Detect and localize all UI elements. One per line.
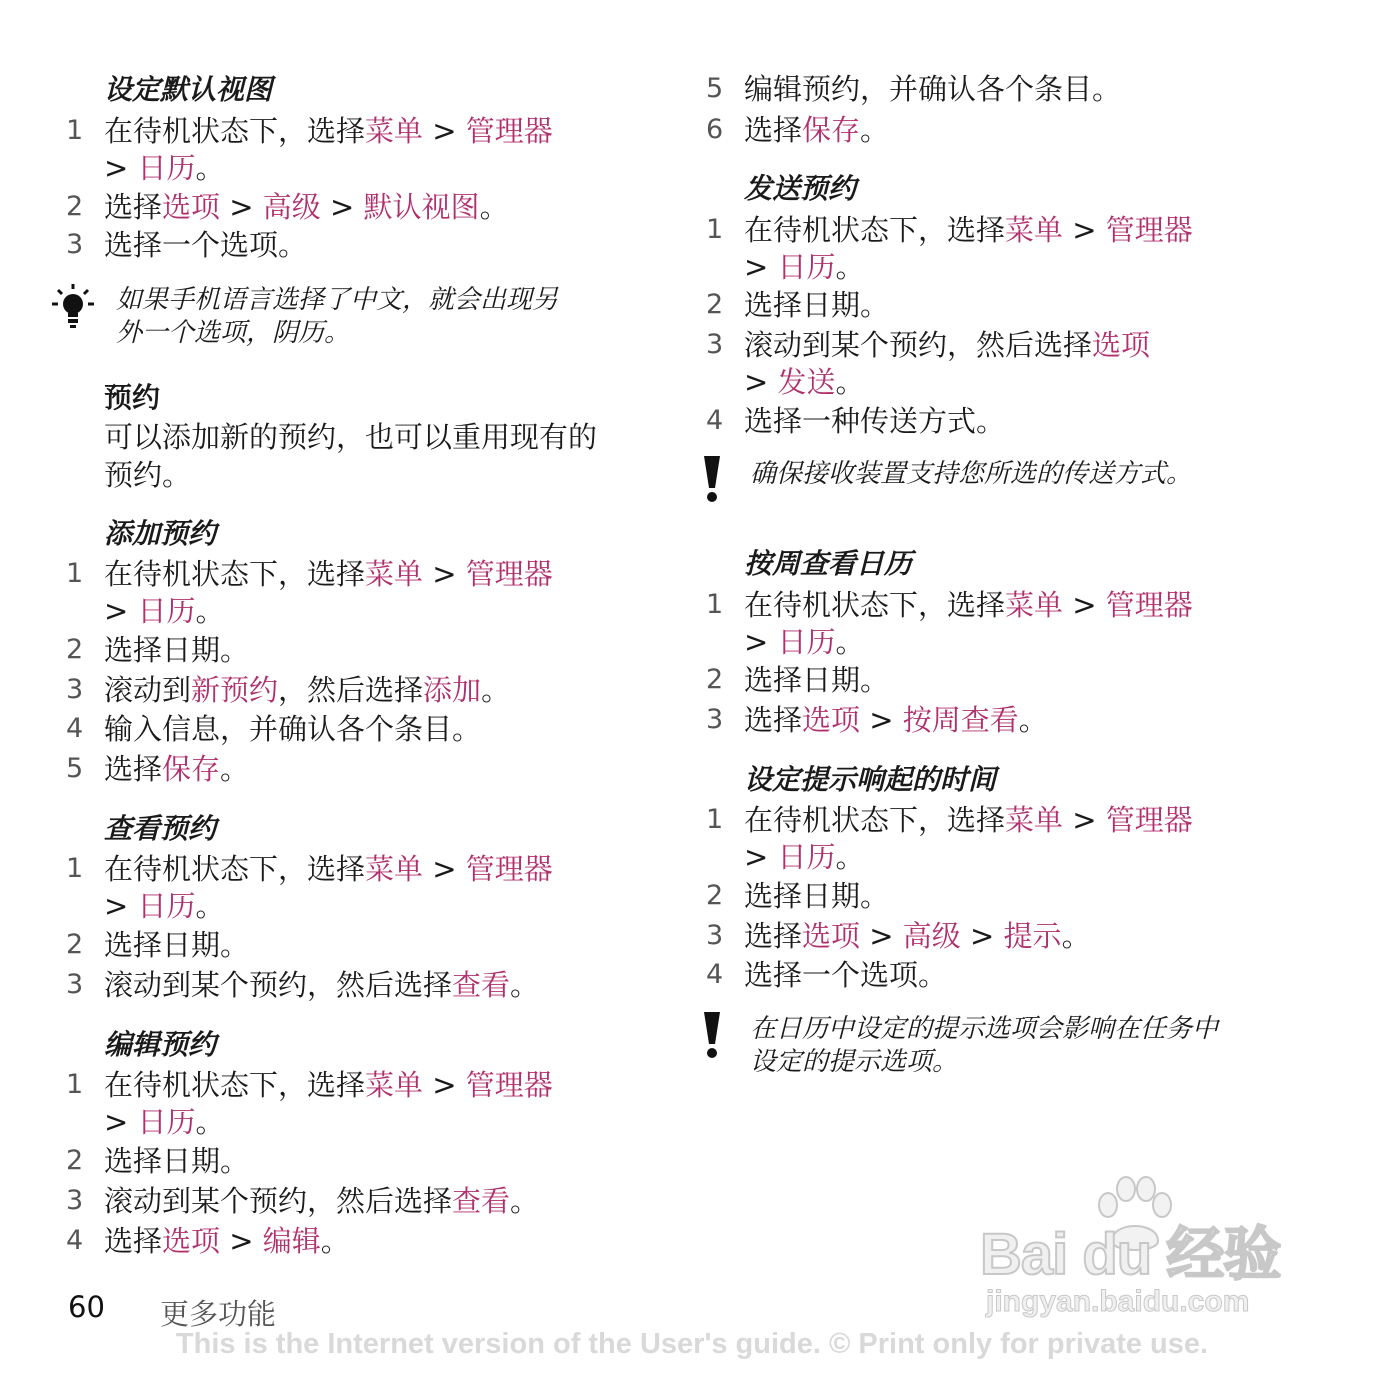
step-number: 5 bbox=[66, 753, 84, 784]
punctuation: 。 bbox=[1018, 703, 1048, 737]
step-number: 1 bbox=[706, 804, 724, 835]
calendar-link[interactable]: 日历 bbox=[137, 594, 196, 628]
step-number: 3 bbox=[66, 229, 84, 260]
exclamation-icon bbox=[700, 454, 724, 504]
step-number: 6 bbox=[706, 114, 724, 145]
punctuation: 。 bbox=[220, 752, 250, 786]
menu-link[interactable]: 菜单 bbox=[365, 852, 424, 886]
step-number: 2 bbox=[706, 289, 724, 320]
save-link[interactable]: 保存 bbox=[162, 752, 221, 786]
separator: > bbox=[423, 114, 466, 148]
step-number: 3 bbox=[66, 674, 84, 705]
step-number: 4 bbox=[66, 713, 84, 744]
options-link[interactable]: 选项 bbox=[802, 703, 861, 737]
step-number: 3 bbox=[66, 969, 84, 1000]
appointments-description bbox=[104, 418, 664, 494]
step-number: 1 bbox=[706, 214, 724, 245]
tip-note bbox=[116, 284, 558, 350]
separator: > bbox=[860, 703, 903, 737]
watermark-url: jingyan.baidu.com bbox=[986, 1285, 1250, 1318]
step-text: 选择 bbox=[104, 1224, 163, 1258]
section-heading-send-appointment: 发送预约 bbox=[744, 172, 857, 205]
step-text: 编辑预约，并确认各个条目。 bbox=[744, 72, 1122, 106]
add-link[interactable]: 添加 bbox=[423, 673, 482, 707]
separator: > bbox=[960, 919, 1004, 953]
separator: > bbox=[220, 190, 263, 224]
separator: > bbox=[104, 1105, 138, 1139]
step-text: 选择日期。 bbox=[104, 633, 250, 667]
warning-note bbox=[750, 458, 1192, 491]
page-number: 60 bbox=[68, 1290, 105, 1324]
step-text: 在待机状态下，选择 bbox=[744, 213, 1006, 247]
step-text: ，然后选择 bbox=[278, 673, 424, 707]
separator: > bbox=[744, 625, 778, 659]
step-text: 选择日期。 bbox=[104, 928, 250, 962]
internet-version-notice: This is the Internet version of the User's guide. © Print only for private use. bbox=[175, 1328, 1209, 1360]
section-heading-add-appointment: 添加预约 bbox=[104, 517, 217, 550]
calendar-link[interactable]: 日历 bbox=[137, 151, 196, 185]
step-text: 选择 bbox=[744, 703, 803, 737]
baidu-jingyan-watermark bbox=[980, 1175, 1310, 1335]
punctuation: 。 bbox=[195, 594, 225, 628]
organizer-link[interactable]: 管理器 bbox=[1105, 213, 1193, 247]
punctuation: 。 bbox=[835, 365, 865, 399]
step-text: 选择日期。 bbox=[744, 879, 890, 913]
step-text: 输入信息，并确认各个条目。 bbox=[104, 712, 482, 746]
paragraph-line: 可以添加新的预约，也可以重用现有的 bbox=[104, 420, 598, 454]
step-number: 3 bbox=[706, 329, 724, 360]
separator: > bbox=[423, 1068, 466, 1102]
warning-line: 确保接收装置支持您所选的传送方式。 bbox=[750, 459, 1193, 489]
warning-line: 设定的提示选项。 bbox=[750, 1047, 959, 1077]
step-number: 4 bbox=[706, 405, 724, 436]
watermark-brand: Bai du 经验 bbox=[980, 1222, 1281, 1287]
step-text: 滚动到某个预约，然后选择 bbox=[104, 1184, 453, 1218]
step-text: 选择 bbox=[744, 919, 803, 953]
step-number: 4 bbox=[66, 1225, 84, 1256]
step-text: 选择 bbox=[104, 752, 163, 786]
edit-link[interactable]: 编辑 bbox=[262, 1224, 321, 1258]
step-number: 2 bbox=[66, 191, 84, 222]
chapter-name: 更多功能 bbox=[160, 1297, 277, 1331]
punctuation: 。 bbox=[195, 151, 225, 185]
step-text: 选择 bbox=[744, 113, 803, 147]
reminder-link[interactable]: 提示 bbox=[1003, 919, 1062, 953]
separator: > bbox=[320, 190, 364, 224]
step-number: 5 bbox=[706, 73, 724, 104]
warning-line: 在日历中设定的提示选项会影响在任务中 bbox=[750, 1014, 1219, 1044]
exclamation-icon bbox=[700, 1010, 724, 1060]
step-text: 选择一个选项。 bbox=[104, 228, 308, 262]
step-number: 2 bbox=[66, 1145, 84, 1176]
options-link[interactable]: 选项 bbox=[162, 1224, 221, 1258]
organizer-link[interactable]: 管理器 bbox=[1105, 588, 1193, 622]
separator: > bbox=[220, 1224, 263, 1258]
options-link[interactable]: 选项 bbox=[802, 919, 861, 953]
step-number: 4 bbox=[706, 959, 724, 990]
step-text: 滚动到某个预约，然后选择 bbox=[744, 328, 1093, 362]
tip-line: 外一个选项，阴历。 bbox=[116, 318, 351, 348]
punctuation: 。 bbox=[481, 673, 511, 707]
separator: > bbox=[1063, 213, 1106, 247]
separator: > bbox=[104, 151, 138, 185]
punctuation: 。 bbox=[1061, 919, 1091, 953]
step-text: 选择一种传送方式。 bbox=[744, 404, 1006, 438]
separator: > bbox=[423, 557, 466, 591]
step-text: 在待机状态下，选择 bbox=[104, 557, 366, 591]
lightbulb-icon bbox=[48, 282, 98, 332]
step-number: 3 bbox=[706, 920, 724, 951]
menu-link[interactable]: 菜单 bbox=[1005, 803, 1064, 837]
punctuation: 。 bbox=[510, 968, 540, 1002]
step-text: 在待机状态下，选择 bbox=[104, 852, 366, 886]
step-number: 3 bbox=[66, 1185, 84, 1216]
step-number: 1 bbox=[66, 558, 84, 589]
section-heading-reminder-time: 设定提示响起的时间 bbox=[744, 763, 997, 796]
menu-link[interactable]: 菜单 bbox=[365, 557, 424, 591]
step-text: 选择日期。 bbox=[744, 288, 890, 322]
step-text: 选择日期。 bbox=[104, 1144, 250, 1178]
save-link[interactable]: 保存 bbox=[802, 113, 861, 147]
organizer-link[interactable]: 管理器 bbox=[1105, 803, 1193, 837]
punctuation: 。 bbox=[320, 1224, 350, 1258]
separator: > bbox=[104, 594, 138, 628]
separator: > bbox=[104, 889, 138, 923]
separator: > bbox=[1063, 588, 1106, 622]
section-heading-edit-appointment: 编辑预约 bbox=[104, 1028, 217, 1061]
punctuation: 。 bbox=[835, 840, 865, 874]
separator: > bbox=[744, 250, 778, 284]
step-number: 1 bbox=[66, 1069, 84, 1100]
step-number: 3 bbox=[706, 704, 724, 735]
options-link[interactable]: 选项 bbox=[1092, 328, 1151, 362]
calendar-link[interactable]: 日历 bbox=[777, 250, 836, 284]
punctuation: 。 bbox=[510, 1184, 540, 1218]
step-number: 1 bbox=[66, 115, 84, 146]
step-text: 选择日期。 bbox=[744, 663, 890, 697]
step-text: 滚动到某个预约，然后选择 bbox=[104, 968, 453, 1002]
calendar-link[interactable]: 日历 bbox=[777, 625, 836, 659]
advanced-link[interactable]: 高级 bbox=[902, 919, 961, 953]
default-view-link[interactable]: 默认视图 bbox=[363, 190, 480, 224]
step-number: 1 bbox=[66, 853, 84, 884]
warning-note bbox=[750, 1013, 1218, 1079]
separator: > bbox=[1063, 803, 1106, 837]
advanced-link[interactable]: 高级 bbox=[262, 190, 321, 224]
punctuation: 。 bbox=[835, 250, 865, 284]
step-text: 选择一个选项。 bbox=[744, 958, 948, 992]
step-number: 2 bbox=[706, 880, 724, 911]
view-link[interactable]: 查看 bbox=[452, 1184, 511, 1218]
menu-link[interactable]: 菜单 bbox=[1005, 588, 1064, 622]
menu-link[interactable]: 菜单 bbox=[365, 114, 424, 148]
section-heading-appointments: 预约 bbox=[104, 381, 161, 414]
punctuation: 。 bbox=[860, 113, 890, 147]
punctuation: 。 bbox=[195, 889, 225, 923]
calendar-link[interactable]: 日历 bbox=[137, 889, 196, 923]
section-heading-week-view: 按周查看日历 bbox=[744, 547, 913, 580]
tip-line: 如果手机语言选择了中文，就会出现另 bbox=[116, 285, 559, 315]
new-appointment-link[interactable]: 新预约 bbox=[191, 673, 279, 707]
step-number: 2 bbox=[706, 664, 724, 695]
separator: > bbox=[860, 919, 903, 953]
step-number: 2 bbox=[66, 929, 84, 960]
menu-link[interactable]: 菜单 bbox=[1005, 213, 1064, 247]
punctuation: 。 bbox=[835, 625, 865, 659]
separator: > bbox=[744, 365, 778, 399]
separator: > bbox=[744, 840, 778, 874]
step-text: 在待机状态下，选择 bbox=[744, 588, 1006, 622]
week-view-link[interactable]: 按周查看 bbox=[902, 703, 1019, 737]
calendar-link[interactable]: 日历 bbox=[137, 1105, 196, 1139]
organizer-link[interactable]: 管理器 bbox=[465, 114, 553, 148]
options-link[interactable]: 选项 bbox=[162, 190, 221, 224]
step-text: 在待机状态下，选择 bbox=[744, 803, 1006, 837]
punctuation: 。 bbox=[479, 190, 509, 224]
step-number: 1 bbox=[706, 589, 724, 620]
organizer-link[interactable]: 管理器 bbox=[465, 852, 553, 886]
send-link[interactable]: 发送 bbox=[777, 365, 836, 399]
step-text: 在待机状态下，选择 bbox=[104, 1068, 366, 1102]
paragraph-line: 预约。 bbox=[104, 458, 192, 492]
separator: > bbox=[423, 852, 466, 886]
step-text: 在待机状态下，选择 bbox=[104, 114, 366, 148]
organizer-link[interactable]: 管理器 bbox=[465, 1068, 553, 1102]
step-number: 2 bbox=[66, 634, 84, 665]
organizer-link[interactable]: 管理器 bbox=[465, 557, 553, 591]
punctuation: 。 bbox=[195, 1105, 225, 1139]
section-heading-default-view: 设定默认视图 bbox=[104, 73, 273, 106]
calendar-link[interactable]: 日历 bbox=[777, 840, 836, 874]
view-link[interactable]: 查看 bbox=[452, 968, 511, 1002]
step-text: 滚动到 bbox=[104, 673, 192, 707]
step-text: 选择 bbox=[104, 190, 163, 224]
menu-link[interactable]: 菜单 bbox=[365, 1068, 424, 1102]
section-heading-view-appointment: 查看预约 bbox=[104, 812, 217, 845]
